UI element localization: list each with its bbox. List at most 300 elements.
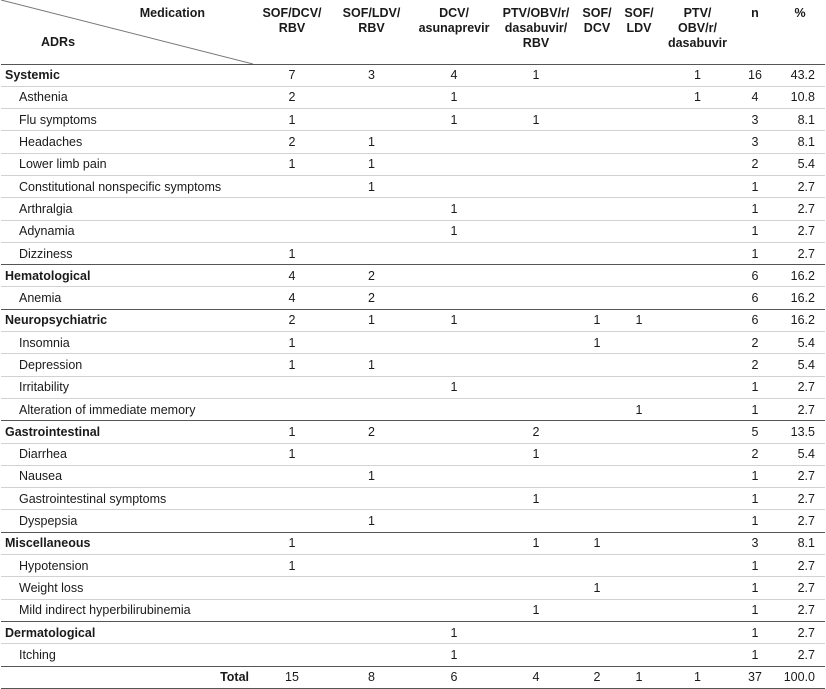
cell-n: 1 <box>735 220 775 242</box>
cell-sof-dcv-rbv: 2 <box>253 131 331 153</box>
row-label: Flu symptoms <box>1 109 253 131</box>
cell-sof-ldv <box>618 488 660 510</box>
cell-sof-dcv <box>576 644 618 666</box>
cell-ptv-obv-r-dasabuvir <box>660 287 735 309</box>
cell-ptv-obv-r-dasabuvir-rbv <box>496 510 576 532</box>
cell-sof-ldv <box>618 153 660 175</box>
column-header-line: PTV/ <box>683 6 712 20</box>
row-label: Weight loss <box>1 577 253 599</box>
cell-sof-ldv <box>618 265 660 287</box>
cell-sof-dcv-rbv: 1 <box>253 153 331 175</box>
cell-ptv-obv-r-dasabuvir <box>660 488 735 510</box>
cell-ptv-obv-r-dasabuvir-rbv <box>496 577 576 599</box>
column-header-line: DCV/ <box>439 6 469 20</box>
cell-sof-ldv-rbv: 8 <box>331 666 412 688</box>
row-label: Lower limb pain <box>1 153 253 175</box>
cell-percent: 13.5 <box>775 421 825 443</box>
cell-n: 2 <box>735 443 775 465</box>
cell-sof-dcv-rbv <box>253 398 331 420</box>
cell-sof-dcv-rbv: 1 <box>253 242 331 264</box>
cell-n: 2 <box>735 354 775 376</box>
cell-ptv-obv-r-dasabuvir-rbv <box>496 242 576 264</box>
column-header-line: DCV <box>583 21 611 35</box>
row-label: Gastrointestinal symptoms <box>1 488 253 510</box>
cell-dcv-asunaprevir <box>412 510 496 532</box>
cell-sof-ldv <box>618 555 660 577</box>
cell-sof-dcv-rbv <box>253 510 331 532</box>
cell-ptv-obv-r-dasabuvir <box>660 354 735 376</box>
row-label: Dermatological <box>1 621 253 643</box>
medication-label: Medication <box>139 6 205 20</box>
cell-percent: 2.7 <box>775 599 825 621</box>
cell-ptv-obv-r-dasabuvir <box>660 599 735 621</box>
cell-dcv-asunaprevir <box>412 577 496 599</box>
row-label: Asthenia <box>1 86 253 108</box>
cell-n: 2 <box>735 153 775 175</box>
cell-ptv-obv-r-dasabuvir-rbv <box>496 86 576 108</box>
cell-percent: 8.1 <box>775 131 825 153</box>
cell-percent: 2.7 <box>775 398 825 420</box>
cell-sof-ldv-rbv: 2 <box>331 265 412 287</box>
cell-sof-ldv <box>618 354 660 376</box>
category-row <box>1 532 825 554</box>
cell-sof-ldv-rbv <box>331 555 412 577</box>
cell-sof-dcv <box>576 64 618 86</box>
cell-sof-dcv-rbv: 1 <box>253 421 331 443</box>
cell-ptv-obv-r-dasabuvir-rbv <box>496 131 576 153</box>
cell-percent: 2.7 <box>775 577 825 599</box>
column-header-line: % <box>794 6 806 20</box>
cell-sof-ldv-rbv: 2 <box>331 421 412 443</box>
cell-sof-dcv-rbv: 1 <box>253 354 331 376</box>
cell-sof-dcv-rbv <box>253 621 331 643</box>
cell-sof-ldv <box>618 131 660 153</box>
cell-ptv-obv-r-dasabuvir <box>660 220 735 242</box>
cell-sof-ldv <box>618 644 660 666</box>
cell-n: 1 <box>735 175 775 197</box>
column-header-ptv-obv-r-dasabuvir-rbv <box>496 0 576 64</box>
cell-ptv-obv-r-dasabuvir <box>660 555 735 577</box>
cell-sof-dcv-rbv: 1 <box>253 443 331 465</box>
column-header-sof-dcv-rbv <box>253 0 331 64</box>
row-label: Adynamia <box>1 220 253 242</box>
cell-percent: 2.7 <box>775 242 825 264</box>
cell-ptv-obv-r-dasabuvir-rbv: 1 <box>496 64 576 86</box>
table-row <box>1 465 825 487</box>
cell-sof-dcv <box>576 376 618 398</box>
table-row <box>1 153 825 175</box>
cell-dcv-asunaprevir <box>412 398 496 420</box>
cell-sof-ldv-rbv <box>331 599 412 621</box>
cell-sof-dcv: 2 <box>576 666 618 688</box>
cell-n: 37 <box>735 666 775 688</box>
cell-dcv-asunaprevir: 6 <box>412 666 496 688</box>
column-header-line: dasabuvir/ <box>504 21 568 35</box>
cell-ptv-obv-r-dasabuvir <box>660 577 735 599</box>
cell-dcv-asunaprevir <box>412 175 496 197</box>
cell-dcv-asunaprevir: 1 <box>412 621 496 643</box>
column-header-line: asunaprevir <box>418 21 490 35</box>
cell-sof-dcv-rbv: 2 <box>253 86 331 108</box>
cell-percent: 2.7 <box>775 198 825 220</box>
cell-ptv-obv-r-dasabuvir-rbv <box>496 198 576 220</box>
cell-ptv-obv-r-dasabuvir <box>660 265 735 287</box>
cell-dcv-asunaprevir: 1 <box>412 198 496 220</box>
cell-sof-ldv-rbv <box>331 621 412 643</box>
cell-n: 1 <box>735 510 775 532</box>
table-row <box>1 555 825 577</box>
cell-ptv-obv-r-dasabuvir-rbv <box>496 376 576 398</box>
column-header-line: PTV/OBV/r/ <box>502 6 570 20</box>
row-label: Miscellaneous <box>1 532 253 554</box>
cell-n: 1 <box>735 577 775 599</box>
cell-sof-dcv <box>576 421 618 443</box>
cell-sof-dcv-rbv <box>253 198 331 220</box>
cell-sof-dcv <box>576 153 618 175</box>
cell-ptv-obv-r-dasabuvir-rbv: 1 <box>496 109 576 131</box>
cell-sof-ldv-rbv: 1 <box>331 309 412 331</box>
column-header-line: SOF/DCV/ <box>262 6 322 20</box>
cell-sof-dcv <box>576 621 618 643</box>
cell-sof-dcv <box>576 131 618 153</box>
cell-dcv-asunaprevir <box>412 332 496 354</box>
cell-dcv-asunaprevir: 1 <box>412 376 496 398</box>
cell-sof-ldv <box>618 465 660 487</box>
cell-n: 3 <box>735 532 775 554</box>
cell-sof-dcv-rbv <box>253 175 331 197</box>
cell-sof-ldv <box>618 332 660 354</box>
cell-sof-dcv <box>576 555 618 577</box>
table-row <box>1 220 825 242</box>
category-row <box>1 621 825 643</box>
cell-percent: 16.2 <box>775 287 825 309</box>
cell-percent: 2.7 <box>775 376 825 398</box>
cell-dcv-asunaprevir: 1 <box>412 644 496 666</box>
cell-n: 5 <box>735 421 775 443</box>
row-label: Constitutional nonspecific symptoms <box>1 175 253 197</box>
cell-ptv-obv-r-dasabuvir-rbv <box>496 175 576 197</box>
cell-ptv-obv-r-dasabuvir <box>660 510 735 532</box>
column-header-line: SOF/LDV/ <box>342 6 401 20</box>
cell-dcv-asunaprevir <box>412 465 496 487</box>
cell-ptv-obv-r-dasabuvir-rbv: 2 <box>496 421 576 443</box>
cell-ptv-obv-r-dasabuvir <box>660 421 735 443</box>
column-header-line: RBV <box>278 21 306 35</box>
cell-ptv-obv-r-dasabuvir: 1 <box>660 86 735 108</box>
cell-dcv-asunaprevir <box>412 287 496 309</box>
cell-sof-ldv <box>618 510 660 532</box>
cell-dcv-asunaprevir: 1 <box>412 86 496 108</box>
cell-ptv-obv-r-dasabuvir <box>660 532 735 554</box>
row-label: Irritability <box>1 376 253 398</box>
cell-sof-ldv-rbv <box>331 109 412 131</box>
cell-dcv-asunaprevir <box>412 354 496 376</box>
cell-ptv-obv-r-dasabuvir-rbv <box>496 265 576 287</box>
column-header-dcv-asunaprevir <box>412 0 496 64</box>
cell-percent: 43.2 <box>775 64 825 86</box>
cell-ptv-obv-r-dasabuvir-rbv <box>496 398 576 420</box>
cell-dcv-asunaprevir <box>412 532 496 554</box>
cell-sof-ldv-rbv <box>331 443 412 465</box>
column-header-percent <box>775 0 825 64</box>
column-header-line: SOF/ <box>624 6 654 20</box>
cell-ptv-obv-r-dasabuvir-rbv: 1 <box>496 443 576 465</box>
cell-percent: 5.4 <box>775 354 825 376</box>
cell-ptv-obv-r-dasabuvir: 1 <box>660 666 735 688</box>
cell-dcv-asunaprevir <box>412 488 496 510</box>
cell-n: 1 <box>735 644 775 666</box>
column-header-line: SOF/ <box>582 6 612 20</box>
cell-sof-dcv-rbv: 1 <box>253 109 331 131</box>
cell-ptv-obv-r-dasabuvir <box>660 621 735 643</box>
cell-percent: 2.7 <box>775 488 825 510</box>
total-row <box>1 666 825 688</box>
cell-sof-ldv-rbv <box>331 198 412 220</box>
cell-dcv-asunaprevir <box>412 599 496 621</box>
cell-sof-ldv <box>618 532 660 554</box>
cell-sof-ldv <box>618 376 660 398</box>
cell-sof-ldv <box>618 242 660 264</box>
cell-ptv-obv-r-dasabuvir-rbv <box>496 465 576 487</box>
table-row <box>1 443 825 465</box>
cell-sof-ldv-rbv: 1 <box>331 354 412 376</box>
cell-sof-dcv: 1 <box>576 532 618 554</box>
adrs-label: ADRs <box>41 35 76 49</box>
cell-ptv-obv-r-dasabuvir <box>660 175 735 197</box>
cell-sof-dcv <box>576 242 618 264</box>
row-label: Depression <box>1 354 253 376</box>
cell-percent: 5.4 <box>775 153 825 175</box>
category-row <box>1 265 825 287</box>
table-row <box>1 242 825 264</box>
cell-sof-dcv-rbv: 1 <box>253 555 331 577</box>
cell-sof-dcv-rbv <box>253 488 331 510</box>
cell-ptv-obv-r-dasabuvir-rbv <box>496 644 576 666</box>
cell-n: 6 <box>735 309 775 331</box>
cell-n: 1 <box>735 376 775 398</box>
cell-sof-ldv <box>618 287 660 309</box>
cell-ptv-obv-r-dasabuvir <box>660 644 735 666</box>
cell-sof-ldv <box>618 64 660 86</box>
cell-ptv-obv-r-dasabuvir-rbv: 1 <box>496 599 576 621</box>
column-header-ptv-obv-r-dasabuvir <box>660 0 735 64</box>
cell-dcv-asunaprevir <box>412 265 496 287</box>
cell-sof-dcv <box>576 198 618 220</box>
cell-sof-ldv-rbv: 1 <box>331 131 412 153</box>
cell-sof-ldv-rbv <box>331 376 412 398</box>
cell-ptv-obv-r-dasabuvir-rbv <box>496 621 576 643</box>
cell-dcv-asunaprevir <box>412 443 496 465</box>
cell-sof-dcv <box>576 109 618 131</box>
cell-n: 6 <box>735 287 775 309</box>
cell-percent: 8.1 <box>775 532 825 554</box>
table-row <box>1 510 825 532</box>
cell-sof-dcv <box>576 354 618 376</box>
table-row <box>1 488 825 510</box>
cell-ptv-obv-r-dasabuvir <box>660 398 735 420</box>
row-label: Hypotension <box>1 555 253 577</box>
row-label: Neuropsychiatric <box>1 309 253 331</box>
cell-ptv-obv-r-dasabuvir-rbv: 1 <box>496 488 576 510</box>
cell-sof-dcv-rbv <box>253 644 331 666</box>
row-label: Headaches <box>1 131 253 153</box>
cell-sof-ldv-rbv <box>331 332 412 354</box>
row-label: Systemic <box>1 64 253 86</box>
cell-n: 3 <box>735 131 775 153</box>
cell-sof-ldv-rbv <box>331 644 412 666</box>
cell-sof-ldv-rbv: 1 <box>331 510 412 532</box>
category-row <box>1 421 825 443</box>
adr-table <box>1 0 825 689</box>
table-row <box>1 175 825 197</box>
row-label: Insomnia <box>1 332 253 354</box>
cell-ptv-obv-r-dasabuvir-rbv: 1 <box>496 532 576 554</box>
column-header-line: n <box>751 6 759 20</box>
table-row <box>1 198 825 220</box>
table-row <box>1 376 825 398</box>
cell-percent: 2.7 <box>775 465 825 487</box>
cell-n: 1 <box>735 398 775 420</box>
category-row <box>1 64 825 86</box>
table-row <box>1 86 825 108</box>
cell-sof-dcv-rbv <box>253 577 331 599</box>
cell-percent: 2.7 <box>775 175 825 197</box>
row-label: Itching <box>1 644 253 666</box>
column-header-line: LDV <box>626 21 652 35</box>
cell-percent: 2.7 <box>775 644 825 666</box>
cell-sof-dcv-rbv: 1 <box>253 332 331 354</box>
cell-dcv-asunaprevir: 1 <box>412 220 496 242</box>
column-header-sof-ldv-rbv <box>331 0 412 64</box>
cell-n: 1 <box>735 465 775 487</box>
table-row <box>1 398 825 420</box>
cell-sof-ldv-rbv: 1 <box>331 465 412 487</box>
cell-sof-dcv-rbv: 15 <box>253 666 331 688</box>
cell-percent: 10.8 <box>775 86 825 108</box>
row-label: Mild indirect hyperbilirubinemia <box>1 599 253 621</box>
table-row <box>1 131 825 153</box>
cell-sof-dcv <box>576 287 618 309</box>
row-label: Dyspepsia <box>1 510 253 532</box>
cell-ptv-obv-r-dasabuvir <box>660 153 735 175</box>
column-header-sof-dcv <box>576 0 618 64</box>
cell-sof-dcv: 1 <box>576 309 618 331</box>
cell-n: 1 <box>735 599 775 621</box>
cell-percent: 5.4 <box>775 332 825 354</box>
cell-sof-dcv: 1 <box>576 577 618 599</box>
table-header <box>1 0 825 64</box>
diagonal-divider <box>1 0 253 64</box>
cell-sof-ldv <box>618 577 660 599</box>
cell-sof-dcv-rbv <box>253 599 331 621</box>
cell-sof-dcv <box>576 465 618 487</box>
cell-sof-dcv <box>576 398 618 420</box>
cell-percent: 16.2 <box>775 265 825 287</box>
cell-ptv-obv-r-dasabuvir-rbv <box>496 555 576 577</box>
cell-dcv-asunaprevir <box>412 153 496 175</box>
cell-sof-ldv-rbv: 3 <box>331 64 412 86</box>
cell-percent: 2.7 <box>775 555 825 577</box>
column-header-line: dasabuvir <box>667 36 728 50</box>
cell-sof-ldv-rbv <box>331 488 412 510</box>
cell-n: 4 <box>735 86 775 108</box>
cell-n: 3 <box>735 109 775 131</box>
cell-sof-ldv-rbv <box>331 398 412 420</box>
cell-n: 1 <box>735 198 775 220</box>
cell-sof-dcv-rbv: 4 <box>253 287 331 309</box>
cell-ptv-obv-r-dasabuvir: 1 <box>660 64 735 86</box>
cell-sof-ldv-rbv <box>331 577 412 599</box>
row-label: Arthralgia <box>1 198 253 220</box>
cell-sof-ldv: 1 <box>618 666 660 688</box>
cell-dcv-asunaprevir: 1 <box>412 309 496 331</box>
cell-sof-dcv-rbv <box>253 220 331 242</box>
cell-sof-ldv <box>618 599 660 621</box>
cell-sof-ldv-rbv <box>331 86 412 108</box>
cell-sof-dcv <box>576 175 618 197</box>
cell-ptv-obv-r-dasabuvir <box>660 332 735 354</box>
cell-sof-dcv <box>576 488 618 510</box>
cell-sof-dcv <box>576 443 618 465</box>
cell-ptv-obv-r-dasabuvir <box>660 443 735 465</box>
cell-sof-ldv <box>618 86 660 108</box>
cell-sof-ldv <box>618 175 660 197</box>
cell-dcv-asunaprevir: 4 <box>412 64 496 86</box>
cell-dcv-asunaprevir <box>412 555 496 577</box>
table-row <box>1 644 825 666</box>
cell-ptv-obv-r-dasabuvir-rbv <box>496 287 576 309</box>
table-row <box>1 577 825 599</box>
cell-sof-ldv-rbv: 1 <box>331 175 412 197</box>
column-header-sof-ldv <box>618 0 660 64</box>
cell-ptv-obv-r-dasabuvir <box>660 376 735 398</box>
row-label: Alteration of immediate memory <box>1 398 253 420</box>
cell-n: 2 <box>735 332 775 354</box>
row-label: Total <box>1 666 253 688</box>
row-label: Dizziness <box>1 242 253 264</box>
cell-ptv-obv-r-dasabuvir-rbv <box>496 153 576 175</box>
cell-sof-dcv <box>576 86 618 108</box>
cell-sof-ldv <box>618 421 660 443</box>
table-body <box>1 64 825 688</box>
cell-sof-ldv-rbv: 2 <box>331 287 412 309</box>
cell-sof-dcv <box>576 265 618 287</box>
cell-dcv-asunaprevir: 1 <box>412 109 496 131</box>
cell-sof-ldv: 1 <box>618 309 660 331</box>
cell-ptv-obv-r-dasabuvir <box>660 309 735 331</box>
row-label: Diarrhea <box>1 443 253 465</box>
cell-sof-dcv <box>576 599 618 621</box>
column-header-line: RBV <box>522 36 550 50</box>
cell-sof-dcv-rbv <box>253 465 331 487</box>
cell-sof-dcv-rbv: 7 <box>253 64 331 86</box>
cell-n: 1 <box>735 621 775 643</box>
cell-percent: 5.4 <box>775 443 825 465</box>
cell-dcv-asunaprevir <box>412 421 496 443</box>
cell-sof-dcv-rbv: 1 <box>253 532 331 554</box>
cell-dcv-asunaprevir <box>412 131 496 153</box>
cell-n: 16 <box>735 64 775 86</box>
cell-sof-ldv <box>618 443 660 465</box>
header-row <box>1 0 825 64</box>
cell-sof-ldv <box>618 621 660 643</box>
cell-sof-ldv-rbv: 1 <box>331 153 412 175</box>
cell-ptv-obv-r-dasabuvir-rbv <box>496 332 576 354</box>
cell-dcv-asunaprevir <box>412 242 496 264</box>
cell-ptv-obv-r-dasabuvir <box>660 109 735 131</box>
cell-sof-dcv-rbv <box>253 376 331 398</box>
cell-ptv-obv-r-dasabuvir-rbv <box>496 309 576 331</box>
